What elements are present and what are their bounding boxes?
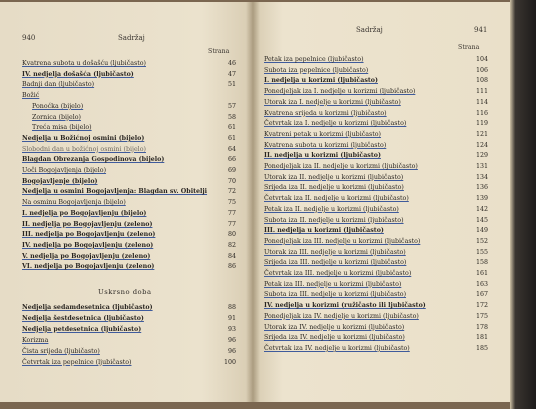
toc-entry-page: 114 (475, 98, 488, 106)
toc-entry (264, 270, 488, 278)
toc-entry (22, 114, 236, 122)
right-column-label: Strana (458, 44, 480, 51)
toc-entry-page: 121 (475, 130, 488, 138)
toc-entry-page: 58 (227, 113, 236, 121)
toc-entry-title: IV. nedjelja došašća (ljubičasto) (22, 70, 134, 78)
toc-entry-page: 136 (475, 184, 488, 192)
toc-entry-page: 108 (475, 77, 488, 85)
toc-entry-title: Četvrtak iza pepelnice (ljubičasto) (22, 358, 132, 366)
left-page-header: Sadržaj (118, 34, 145, 42)
toc-entry-page: 172 (475, 302, 488, 310)
toc-entry-page: 80 (227, 231, 236, 239)
toc-entry (22, 103, 236, 111)
toc-entry (22, 60, 236, 68)
toc-entry-title: Utorak iza II. nedjelje u korizmi (ljubičasto) (264, 173, 404, 181)
toc-entry-page: 100 (223, 358, 236, 366)
toc-entry-page: 57 (227, 102, 236, 110)
toc-entry (22, 326, 236, 334)
toc-entry-page: 82 (227, 241, 236, 249)
toc-entry (264, 291, 488, 299)
toc-entry (22, 188, 236, 196)
toc-entry (22, 253, 236, 261)
right-page-header: Sadržaj (356, 26, 383, 34)
toc-entry-title: Kvatrena subota u korizmi (ljubičasto) (264, 141, 387, 149)
toc-entry-title: Četvrtak iza IV. nedjelje u korizmi (ljubičasto) (264, 344, 410, 352)
toc-entry (22, 146, 236, 154)
toc-entry-page: 72 (227, 188, 236, 196)
toc-entry-page: 163 (475, 280, 488, 288)
toc-entry (264, 67, 488, 75)
toc-entry-page: 104 (475, 56, 488, 63)
toc-entry-title: Subota iza pepelnice (ljubičasto) (264, 66, 369, 74)
toc-entry-title: Slobodni dan u božićnoj osmini (bijelo) (22, 145, 146, 153)
toc-entry-page: 124 (475, 141, 488, 149)
book-gutter (246, 2, 260, 402)
toc-entry-page: 129 (475, 152, 488, 160)
toc-entry-page: 145 (475, 216, 488, 224)
toc-entry (264, 302, 488, 310)
toc-entry (264, 334, 488, 342)
toc-entry (264, 152, 488, 160)
toc-entry (264, 77, 488, 85)
toc-entry-title: VI. nedjelja po Bogojavljenju (zeleno) (22, 263, 155, 271)
toc-entry-page: 51 (227, 81, 236, 89)
toc-entry-page: 161 (475, 270, 488, 277)
toc-entry-title: Četvrtak iza II. nedjelje u korizmi (ljubičasto) (264, 195, 409, 203)
toc-entry (264, 238, 488, 246)
toc-entry-page: 77 (227, 220, 236, 228)
toc-entry (22, 263, 236, 271)
toc-entry-title: Subota iza III. nedjelje u korizmi (ljubičasto) (264, 291, 407, 299)
toc-entry (264, 324, 488, 332)
toc-entry-title: Čista srijeda (ljubičasto) (22, 347, 100, 355)
toc-entry (22, 199, 236, 207)
toc-entry-title: V. nedjelja po Bogojavljenju (zeleno) (22, 252, 151, 260)
toc-entry (264, 184, 488, 192)
toc-entry-title: Bogojavljenje (bijelo) (22, 177, 98, 185)
toc-entry-title: Nedjelja šestdesetnica (ljubičasto) (22, 314, 144, 322)
toc-entry-page: 167 (475, 291, 488, 299)
toc-entry (264, 110, 488, 118)
left-column-label: Strana (208, 48, 230, 55)
toc-entry-page: 185 (475, 344, 488, 352)
toc-entry-page: 88 (227, 304, 236, 311)
toc-entry-title: IV. nedjelja u korizmi (ružičasto ili ljubičasto) (264, 302, 426, 310)
toc-entry (264, 131, 488, 139)
toc-entry-page: 178 (475, 323, 488, 331)
toc-entry-page: 77 (227, 209, 236, 217)
toc-entry (264, 163, 488, 171)
toc-entry-title: Srijeda iza III. nedjelje u korizmi (ljubičasto) (264, 259, 407, 267)
toc-entry-title: Kvatrena subota u došašću (ljubičasto) (22, 60, 146, 67)
toc-entry-title: Četvrtak iza III. nedjelje u korizmi (ljubičasto) (264, 270, 412, 277)
toc-entry (264, 56, 488, 64)
toc-entry (264, 206, 488, 214)
toc-entry-title: IV. nedjelja po Bogojavljenju (zeleno) (22, 241, 154, 249)
toc-entry-page: 86 (227, 263, 236, 271)
toc-entry-page: 69 (227, 167, 236, 174)
section-title-uskrsno-doba: Uskrsno doba (98, 288, 152, 296)
right-page-number: 941 (474, 26, 488, 34)
left-page-number: 940 (22, 34, 36, 42)
toc-entry-title: Na osminu Bogojavljenja (bijelo) (22, 199, 126, 207)
toc-entry-title: III. nedjelja po Bogojavljenju (zeleno) (22, 231, 156, 239)
toc-entry (264, 195, 488, 203)
toc-entry (22, 71, 236, 79)
toc-entry-page: 47 (227, 70, 236, 78)
toc-entry (264, 259, 488, 267)
toc-entry-title: Utorak iza IV. nedjelje u korizmi (ljubičasto) (264, 323, 405, 331)
toc-entry (264, 99, 488, 107)
toc-entry (22, 304, 236, 312)
toc-entry-page: 149 (475, 227, 488, 235)
toc-entry-page: 61 (227, 134, 236, 142)
toc-entry-title: Ponedjeljak iza II. nedjelje u korizmi (ljubičasto) (264, 163, 418, 170)
toc-entry-page: 116 (475, 109, 488, 117)
toc-entry-page: 139 (475, 195, 488, 203)
toc-entry-title: II. nedjelja u korizmi (ljubičasto) (264, 152, 381, 160)
toc-entry-page: 152 (475, 237, 488, 245)
toc-entry-title: Božić (22, 92, 40, 100)
right-page (252, 2, 510, 402)
toc-entry-title: Utorak iza I. nedjelje u korizmi (ljubičasto) (264, 98, 401, 106)
toc-entry (22, 359, 236, 367)
toc-entry-title: Ponedjeljak iza I. nedjelje u korizmi (ljubičasto) (264, 88, 416, 96)
toc-entry-title: Nedjelja u osmini Bogojavljenja: Blagdan sv. Obitelji (22, 188, 208, 196)
toc-entry-title: Blagdan Obrezanja Gospodinova (bijelo) (22, 156, 165, 164)
toc-entry-title: Nedjelja petdesetnica (ljubičasto) (22, 325, 142, 333)
toc-entry-title: Nedjelja u Božićnoj osmini (bijelo) (22, 134, 145, 142)
toc-entry-page: 134 (475, 173, 488, 181)
toc-entry (264, 249, 488, 257)
toc-entry-page: 175 (475, 312, 488, 320)
toc-entry-title: Kvatrena srijeda u korizmi (ljubičasto) (264, 109, 387, 117)
toc-entry-title: Korizma (22, 336, 49, 344)
toc-entry (22, 124, 236, 132)
toc-entry-title: II. nedjelja po Bogojavljenju (zeleno) (22, 220, 153, 228)
toc-entry (22, 348, 236, 356)
toc-entry (264, 217, 488, 225)
book-edge (510, 0, 536, 409)
toc-entry (22, 167, 236, 175)
toc-entry-page: 66 (227, 156, 236, 164)
toc-entry-title: I. nedjelja po Bogojavljenju (bijelo) (22, 209, 147, 217)
toc-entry (264, 313, 488, 321)
toc-entry-page: 91 (227, 314, 236, 322)
toc-entry-title: Srijeda iza II. nedjelje u korizmi (ljubičasto) (264, 184, 404, 192)
toc-entry-page: 181 (475, 334, 488, 342)
toc-entry-title: Ponedjeljak iza IV. nedjelje u korizmi (ljubičasto) (264, 312, 419, 320)
toc-entry (22, 81, 236, 89)
toc-entry-page: 64 (227, 145, 236, 153)
toc-entry-page: 75 (227, 199, 236, 207)
toc-entry-page: 61 (227, 124, 236, 132)
toc-entry (264, 227, 488, 235)
toc-entry-title: I. nedjelja u korizmi (ljubičasto) (264, 77, 378, 85)
toc-entry (264, 174, 488, 182)
toc-entry-title: III. nedjelja u korizmi (ljubičasto) (264, 227, 384, 235)
toc-entry-page: 46 (227, 60, 236, 67)
toc-entry-page: 96 (227, 347, 236, 355)
toc-entry-page: 142 (475, 205, 488, 213)
toc-entry-title: Petak iza pepelnice (ljubičasto) (264, 56, 364, 63)
toc-entry (264, 142, 488, 150)
toc-entry-title: Zornica (bijelo) (32, 113, 81, 121)
toc-entry-page: 111 (475, 88, 488, 96)
toc-entry (22, 156, 236, 164)
toc-entry-title: Uoči Bogojavljenja (bijelo) (22, 167, 107, 174)
toc-entry-title: Ponedjeljak iza III. nedjelje u korizmi (ljubičasto) (264, 237, 421, 245)
toc-entry-page: 119 (475, 120, 488, 128)
toc-entry-page: 70 (227, 177, 236, 185)
toc-entry-title: Nedjelja sedamdesetnica (ljubičasto) (22, 304, 153, 311)
toc-entry-page: 155 (475, 248, 488, 256)
toc-entry-title: Srijeda iza IV. nedjelje u korizmi (ljubičasto) (264, 334, 405, 342)
toc-entry (264, 88, 488, 96)
toc-entry (264, 281, 488, 289)
toc-entry-title: Treća misa (bijelo) (32, 124, 92, 132)
toc-entry (22, 221, 236, 229)
toc-entry (22, 92, 236, 100)
toc-entry-page: 93 (227, 325, 236, 333)
toc-entry-title: Utorak iza III. nedjelje u korizmi (ljubičasto) (264, 248, 406, 256)
toc-entry-page: 131 (475, 163, 488, 170)
toc-entry-title: Ponoćka (bijelo) (32, 102, 84, 110)
left-page (0, 2, 252, 402)
toc-entry-title: Subota iza II. nedjelje u korizmi (ljubičasto) (264, 216, 404, 224)
toc-entry (22, 315, 236, 323)
toc-entry (22, 231, 236, 239)
toc-entry-title: Četvrtak iza I. nedjelje u korizmi (ljubičasto) (264, 120, 407, 128)
toc-entry-title: Kvatreni petak u korizmi (ljubičasto) (264, 130, 382, 138)
toc-entry (22, 135, 236, 143)
toc-entry-title: Badnji dan (ljubičasto) (22, 81, 95, 89)
toc-entry (22, 242, 236, 250)
toc-entry-page: 84 (227, 252, 236, 260)
toc-entry-page: 158 (475, 259, 488, 267)
toc-entry (264, 120, 488, 128)
toc-entry-page: 106 (475, 66, 488, 74)
toc-entry (22, 337, 236, 345)
toc-entry-title: Petak iza III. nedjelje u korizmi (ljubičasto) (264, 280, 402, 288)
toc-entry-page: 96 (227, 336, 236, 344)
toc-entry (22, 210, 236, 218)
toc-entry (264, 345, 488, 353)
toc-entry-title: Petak iza II. nedjelje u korizmi (ljubičasto) (264, 205, 399, 213)
toc-entry (22, 178, 236, 186)
